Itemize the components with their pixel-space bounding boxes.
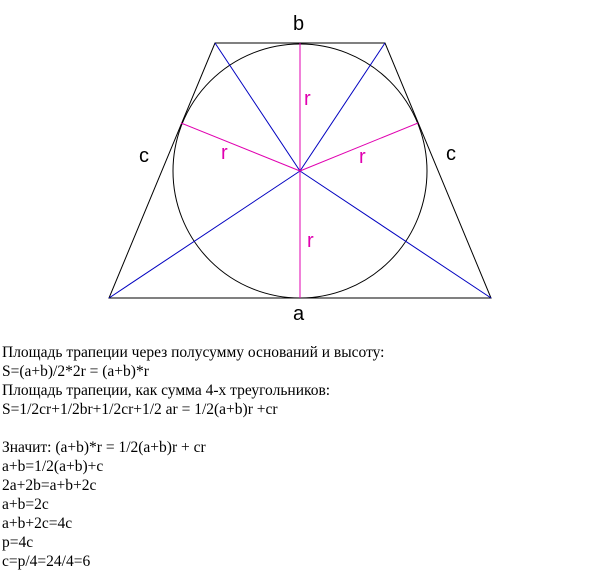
label-top-base: b <box>293 13 305 35</box>
label-radius-bottom: r <box>307 230 314 252</box>
text-line-6: Значит: (a+b)*r = 1/2(a+b)r + cr <box>2 439 206 456</box>
text-line-5 <box>2 419 596 438</box>
label-left-side: c <box>139 145 149 167</box>
text-line-8: 2a+2b=a+b+2c <box>2 477 97 494</box>
text-line-3: Площадь трапеции, как сумма 4-х треугольников: <box>2 382 331 399</box>
label-right-side: c <box>446 143 456 165</box>
text-line-12: c=p/4=24/4=6 <box>2 553 91 570</box>
label-radius-left: r <box>221 142 228 164</box>
text-line-9: a+b=2c <box>2 496 49 513</box>
derivation-text <box>2 343 596 571</box>
radius-to-left-side <box>181 123 300 171</box>
center-to-top-right-vertex <box>300 43 385 171</box>
label-bottom-base: a <box>293 303 305 325</box>
text-line-1: Площадь трапеции через полусумму оснований и высоту: <box>2 344 385 361</box>
text-line-2: S=(a+b)/2*2r = (a+b)*r <box>2 363 149 380</box>
center-to-top-left-vertex <box>215 43 300 171</box>
label-radius-right: r <box>359 146 366 168</box>
text-line-11: p=4c <box>2 534 34 551</box>
text-line-7: a+b=1/2(a+b)+c <box>2 458 104 475</box>
text-line-10: a+b+2c=4c <box>2 515 73 532</box>
text-line-4: S=1/2cr+1/2br+1/2cr+1/2 ar = 1/2(a+b)r +cr <box>2 401 278 418</box>
center-to-bottom-left-vertex <box>109 171 300 298</box>
label-radius-top: r <box>304 88 311 110</box>
center-to-bottom-right-vertex <box>300 171 491 298</box>
